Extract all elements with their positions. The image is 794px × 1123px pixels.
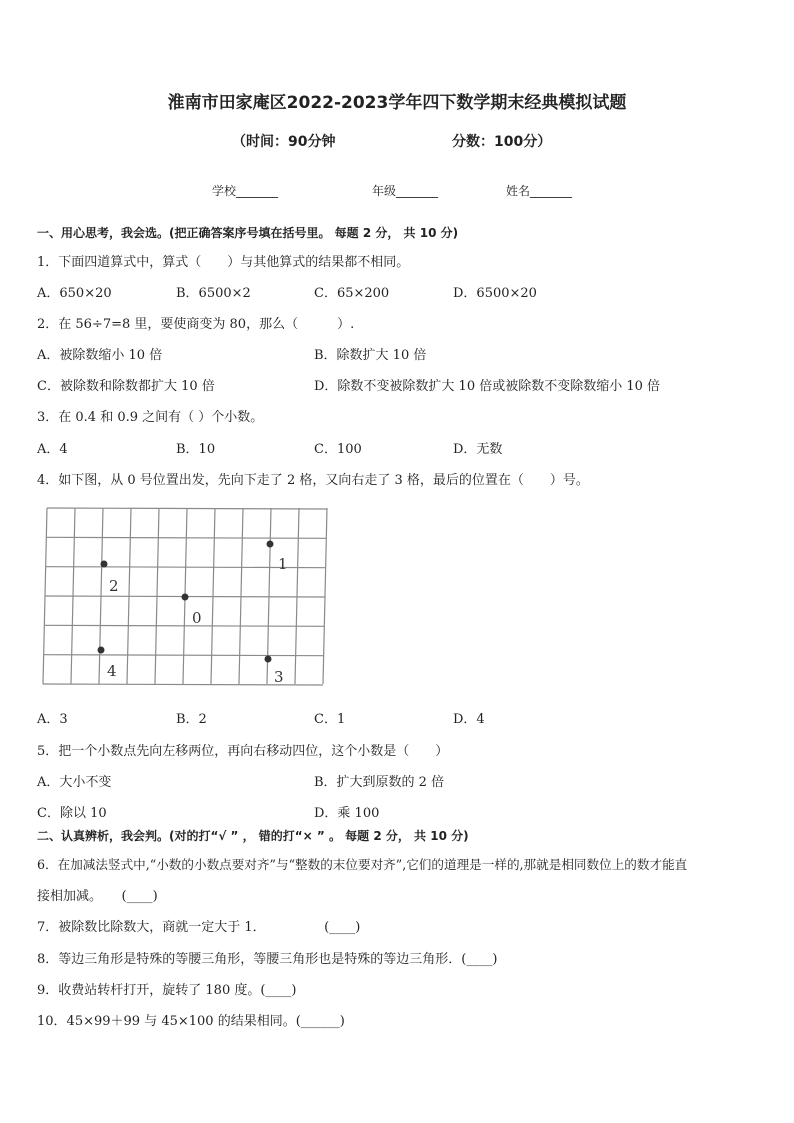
q5-option-d: D．乘 100	[314, 806, 380, 821]
q4-option-b: B．2	[176, 712, 207, 727]
q2-option-b: B．除数扩大 10 倍	[314, 348, 427, 363]
q5-option-a: A．大小不变	[37, 775, 112, 790]
question-1: 1．下面四道算式中，算式（ ）与其他算式的结果都不相同。	[37, 255, 410, 270]
q4-option-a: A．3	[37, 712, 68, 727]
question-2: 2．在 56÷7=8 里，要使商变为 80，那么（ ）.	[37, 317, 355, 332]
grid-horizontal-line	[44, 655, 324, 656]
question-6-line1: 6．在加减法竖式中,“小数的小数点要对齐”与“整数的末位要对齐”,它们的道理是一样的,那就是相同数位上的数才能直	[37, 857, 688, 872]
grid-vertical-line	[295, 508, 299, 684]
q3-option-b: B．10	[176, 442, 216, 457]
grid-vertical-line	[323, 508, 327, 684]
exam-time: （时间：90分钟	[232, 134, 336, 150]
q1-option-d: D．6500×20	[453, 286, 537, 301]
q5-option-c: C．除以 10	[37, 806, 107, 821]
grid-horizontal-line	[44, 625, 324, 626]
q2-option-a: A．被除数缩小 10 倍	[37, 348, 163, 363]
q1-option-c: C．65×200	[314, 286, 390, 301]
page-title: 淮南市田家庵区2022-2023学年四下数学期末经典模拟试题	[167, 93, 627, 113]
q4-option-c: C．1	[314, 712, 346, 727]
point-4-label: 4	[107, 662, 117, 680]
q2-option-c: C．被除数和除数都扩大 10 倍	[37, 379, 215, 394]
point-0-dot	[182, 594, 189, 601]
point-1-dot	[267, 541, 274, 548]
q4-option-d: D．4	[453, 712, 485, 727]
question-5: 5．把一个小数点先向左移两位，再向右移动四位，这个小数是（ ）	[37, 744, 449, 759]
point-2-dot	[101, 561, 108, 568]
question-4: 4．如下图，从 0 号位置出发，先向下走了 2 格，又向右走了 3 格，最后的位置在（ ）号。	[37, 473, 589, 488]
q2-option-d: D．除数不变被除数扩大 10 倍或被除数不变除数缩小 10 倍	[314, 379, 661, 394]
q1-option-a: A．650×20	[37, 286, 112, 301]
q5-option-b: B．扩大到原数的 2 倍	[314, 775, 445, 790]
point-3-label: 3	[274, 668, 284, 686]
question-9: 9．收费站转杆打开，旋转了 180 度。(____)	[37, 983, 297, 998]
question-6-line2: 接相加减。 (____)	[37, 889, 158, 904]
point-0-label: 0	[192, 609, 202, 627]
q3-option-d: D．无数	[453, 442, 503, 457]
grade-field: 年级_______	[372, 184, 439, 198]
point-4-dot	[98, 647, 105, 654]
q3-option-c: C．100	[314, 442, 362, 457]
point-1-label: 1	[278, 555, 288, 573]
grid-position-figure	[41, 504, 331, 688]
section-heading-judge: 二、认真辨析，我会判。(对的打“√ ” ， 错的打“× ” 。 每题 2 分， 共 10 分)	[37, 829, 469, 843]
question-7: 7．被除数比除数大，商就一定大于 1． (____)	[37, 920, 361, 935]
question-8: 8．等边三角形是特殊的等腰三角形，等腰三角形也是特殊的等边三角形．(____)	[37, 952, 498, 967]
point-3-dot	[265, 656, 272, 663]
section-heading-choice: 一、用心思考，我会选。(把正确答案序号填在括号里。 每题 2 分， 共 10 分)	[37, 226, 459, 240]
q1-option-b: B．6500×2	[176, 286, 251, 301]
question-3: 3．在 0.4 和 0.9 之间有（ ）个小数。	[37, 410, 264, 425]
point-2-label: 2	[109, 577, 119, 595]
question-10: 10．45×99＋99 与 45×100 的结果相同。(______)	[37, 1014, 345, 1029]
school-field: 学校_______	[212, 184, 279, 198]
name-field: 姓名_______	[506, 184, 573, 198]
grid-horizontal-line	[47, 508, 327, 509]
grid-vertical-line	[239, 508, 243, 684]
q3-option-a: A．4	[37, 442, 68, 457]
exam-score: 分数：100分）	[452, 134, 552, 150]
grid-horizontal-line	[46, 537, 326, 538]
